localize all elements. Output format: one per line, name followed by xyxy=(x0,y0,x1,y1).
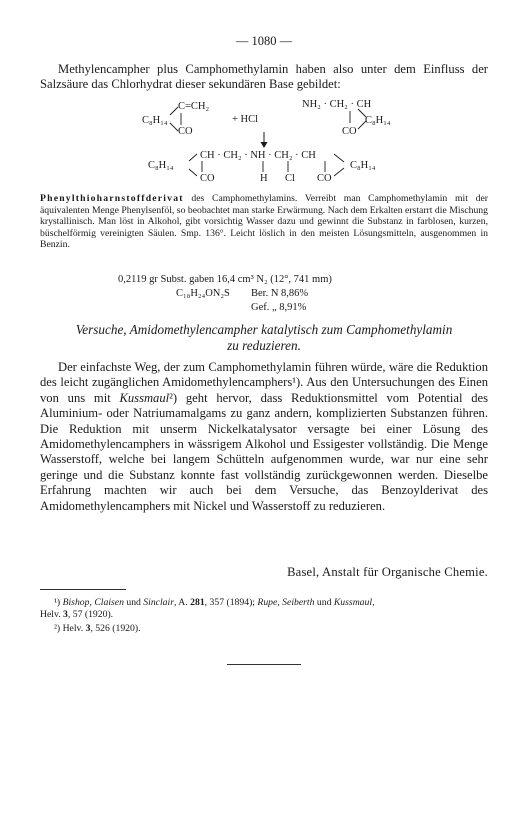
footnote-1-comma: , xyxy=(372,597,375,608)
footnote-2-volume: 3 xyxy=(85,623,91,634)
page-number: — 1080 — xyxy=(235,34,293,48)
product-right-group: C₈H₁₄ xyxy=(350,160,376,171)
footnote-1-und-2: und xyxy=(314,597,334,608)
footnote-2-pages: , 526 (1920). xyxy=(90,623,141,634)
footnote-1-volume: 281 xyxy=(190,597,205,608)
product-cl: Cl xyxy=(285,173,295,184)
reactant-right-group: C₈H₁₄ xyxy=(365,115,391,126)
footnote-rule xyxy=(40,589,126,590)
footnote-1-pages: , 357 (1894); xyxy=(204,597,258,608)
product-h: H xyxy=(260,173,268,184)
reactant-left-group: C₈H₁₄ xyxy=(142,115,168,126)
derivative-title: Phenylthioharnstoffderivat xyxy=(40,193,184,204)
derivative-paragraph xyxy=(40,193,488,251)
reactant-left-top: C=CH₂ xyxy=(178,101,210,112)
body-text-1: Der einfachste Weg, der zum Camphomethylamin führen würde, wäre die Reduktion des leicht zugänglichen Amidomethylencamphers¹). Aus den Untersuchungen des Einen von uns mit xyxy=(40,360,488,405)
plus-hcl: + HCl xyxy=(232,114,259,125)
analysis-formula: C₁₈H₂₄ON₂S xyxy=(176,288,230,299)
footnote-1-helv: Helv. xyxy=(40,608,64,620)
footnote-1-helv-volume: 3 xyxy=(63,608,68,620)
footnote-2-helv: Helv. xyxy=(62,623,86,634)
product-co-left: CO xyxy=(200,173,215,184)
product-top: CH · CH₂ · NH · CH₂ · CH xyxy=(200,150,316,161)
footnote-2-mark: ²) xyxy=(54,623,61,634)
section-heading-line-2: zu reduzieren. xyxy=(227,337,301,353)
signature: Basel, Anstalt für Organische Chemie. xyxy=(287,565,488,579)
section-heading xyxy=(40,322,488,353)
footnote-1-mark: ¹) xyxy=(54,597,61,608)
intro-paragraph xyxy=(40,62,488,93)
footnote-1-und-1: und xyxy=(123,597,144,608)
footnote-2 xyxy=(40,623,488,635)
analysis-gef: Gef. „ 8,91% xyxy=(251,302,307,313)
reactant-right-bottom: CO xyxy=(342,126,357,137)
footnote-1-authors-c: Rupe, Seiberth xyxy=(257,597,315,608)
analysis-ber: Ber. N 8,86% xyxy=(251,288,309,299)
section-heading-line-1: Versuche, Amidomethylencampher katalytisch zum Camphomethylamin xyxy=(75,322,453,337)
intro-text: Methylencampher plus Camphomethylamin haben also unter dem Einfluss der Salzsäure das Chlorhydrat dieser sekundären Base gebildet: xyxy=(40,62,488,92)
footnote-1-authors-d: Kussmaul xyxy=(333,597,373,608)
footnote-1-helv-pages: , 57 (1920). xyxy=(67,608,114,620)
end-rule xyxy=(227,664,301,665)
reactant-left-bottom: CO xyxy=(178,126,193,137)
product-co-right: CO xyxy=(317,173,332,184)
derivative-text: des Camphomethylamins. Verreibt man Camphomethylamin mit der äquivalenten Menge Phenylsenföl, so beobachtet man starke Erwärmung. Nach dem Erkalten erstarrt die Mischung krystallinisch. Man löst in Alkohol, gibt vorsichtig Wasser dazu und gewinnt die Substanz in farblosen, kurzen, büschelförmig vereinigten Säulen. Smp. 136°. Leicht löslich in den meisten Lösungsmitteln, ausgenommen in Benzin. xyxy=(40,193,488,251)
footnote-1-authors-b: Sinclair xyxy=(143,597,174,608)
body-text-2: ²) geht hervor, dass Reduktionsmittel vom Potential des Aluminium- oder Natriumamalgams zu ganz andern, komplizierten Substanzen führen. Die Reduktion mit unserm Nickelkatalysator versagte bei einer Lösung des Amidomethylencamphers in wässrigem Alkohol und Essigester vollständig. Die Menge Wasserstoff, welche bei langem Schütteln aufgenommen wurde, war nur eine sehr geringe und die Substanz konnte fast vollständig zurückgewonnen werden. Dieselbe Erfahrung machten wir auch bei dem Versuche, das Benzoylderivat des Amidomethylencamphers mit Nickel und Wasserstoff zu reduzieren. xyxy=(40,390,488,513)
footnote-1-journal: , A. xyxy=(173,597,191,608)
product-left-group: C₈H₁₄ xyxy=(148,160,174,171)
footnote-1-authors-a: Bishop, Claisen xyxy=(62,597,124,608)
reactant-right-top: NH₂ · CH₂ · CH xyxy=(302,99,372,110)
footnote-1 xyxy=(40,597,488,621)
body-paragraph xyxy=(40,360,488,514)
reaction-scheme xyxy=(0,94,528,194)
body-author-kussmaul: Kussmaul xyxy=(119,390,170,405)
analysis-line-1: 0,2119 gr Subst. gaben 16,4 cm³ N₂ (12°, 741 mm) xyxy=(118,274,332,285)
